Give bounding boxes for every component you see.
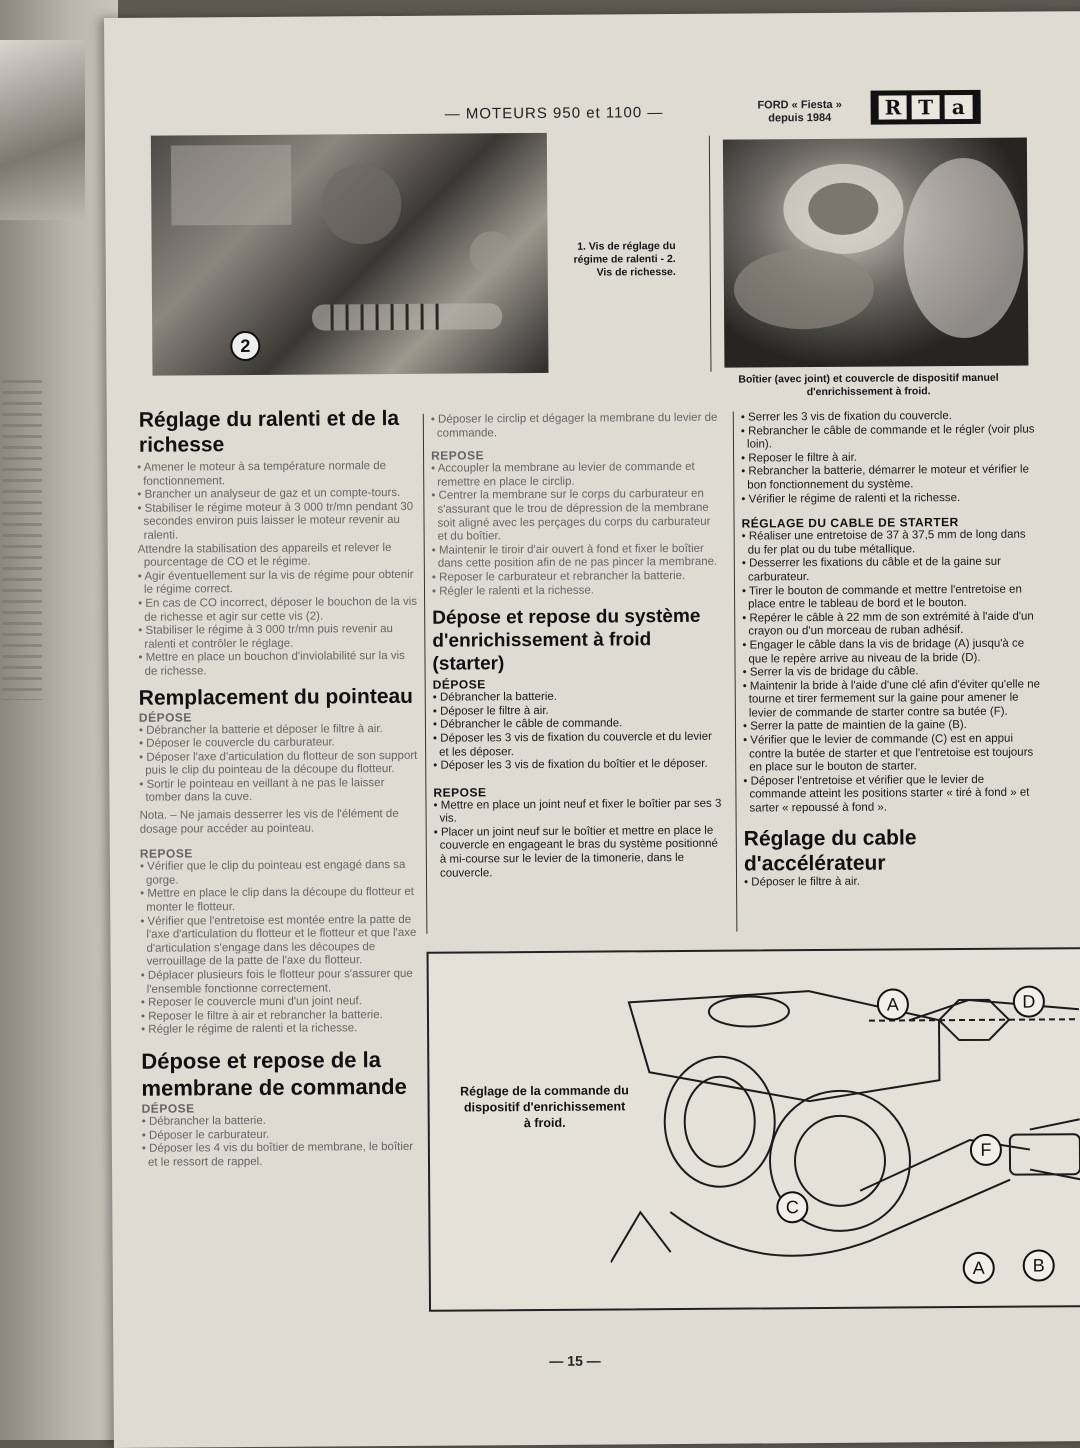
- step: • Engager le câble dans la vis de bridage (A) jusqu'à ce que le repère arrive au niveau de la bride (D).: [742, 637, 1042, 666]
- figure-caption: Réglage de la commande du dispositif d'enrichissement à froid.: [459, 1082, 629, 1131]
- step: • Débrancher le câble de commande.: [433, 717, 723, 733]
- step: • Mettre en place le clip dans la découpe du flotteur et monter le flotteur.: [140, 886, 420, 915]
- needle-refit-steps: [140, 859, 421, 1038]
- step: • Déposer le circlip et dégager la membrane du levier de commande.: [431, 412, 721, 441]
- step: • Accoupler la membrane au levier de commande et remettre en place le circlip.: [431, 461, 721, 490]
- step: • Régler le régime de ralenti et la richesse.: [141, 1022, 421, 1038]
- page-number: — 15 —: [549, 1353, 600, 1369]
- step: • Réaliser une entretoise de 37 à 37,5 mm de long dans du fer plat ou du tube métallique.: [742, 529, 1042, 558]
- step: • Brancher un analyseur de gaz et un compte-tours.: [137, 487, 417, 503]
- figure-label-d: D: [1013, 985, 1045, 1017]
- step: • Mettre en place un bouchon d'inviolabilité sur la vis de richesse.: [138, 650, 418, 679]
- step: • Régler le ralenti et la richesse.: [432, 583, 722, 599]
- subheading-depose: DÉPOSE: [139, 708, 419, 724]
- step: • Reposer le filtre à air et rebrancher la batterie.: [141, 1009, 421, 1025]
- brand-line-2: depuis 1984: [745, 112, 855, 126]
- step: • Vérifier que le levier de commande (C) est en appui contre la butée de starter et que l'entretoise est toujours en place sur le bouton de starter.: [743, 733, 1043, 776]
- subheading-depose: DÉPOSE: [433, 676, 723, 692]
- step: • Repérer le câble à 22 mm de son extrémité à l'aide d'un crayon ou d'un morceau de ruban adhésif.: [742, 610, 1042, 639]
- carburetor-photo: [151, 133, 549, 376]
- step: • Amener le moteur à sa température normale de fonctionnement.: [137, 460, 417, 489]
- step: • Reposer le filtre à air.: [741, 450, 1041, 466]
- step: • Placer un joint neuf sur le boîtier et mettre en place le couvercle en engageant le bras du système positionné à mi-course sur le levier de la timonerie, dans le couvercle.: [434, 825, 724, 881]
- figure-label-b: B: [1023, 1249, 1055, 1281]
- step: • Reposer le carburateur et rebrancher la batterie.: [432, 570, 722, 586]
- step: • Rebrancher le câble de commande et le régler (voir plus loin).: [741, 423, 1041, 452]
- carburetor-photo-detail: [151, 133, 549, 376]
- step: • Déposer le filtre à air.: [744, 874, 1044, 890]
- step: • Mettre en place un joint neuf et fixer le boîtier par ses 3 vis.: [433, 797, 723, 826]
- column-rule: [733, 412, 738, 932]
- logo-letter: a: [944, 95, 972, 119]
- starter-refit-continued: [741, 409, 1042, 506]
- throttle-cable-steps: [744, 874, 1044, 890]
- section-heading-cold-start-system: Dépose et repose du système d'enrichissement à froid (starter): [432, 605, 722, 676]
- step: • Déposer le carburateur.: [142, 1127, 422, 1143]
- column-3: [741, 409, 1044, 889]
- column-rule: [423, 414, 428, 934]
- rta-logo: [871, 90, 981, 125]
- brand-line-1: FORD « Fiesta »: [745, 99, 855, 113]
- step: • Tirer le bouton de commande et mettre l'entretoise en place entre le tableau de bord et le bouton.: [742, 583, 1042, 612]
- step: • Centrer la membrane sur le corps du carburateur en s'assurant que le trou de dépression de la membrane soit aligné avec les perçages du corps du carburateur et du boîtier.: [431, 488, 721, 544]
- step: • Maintenir la bride à l'aide d'une clé afin d'éviter qu'elle ne tourne et tirer fermement sur la gaine pour amener le levier de commande de starter contre sa butée (F).: [743, 678, 1043, 721]
- starter-cable-steps: [742, 529, 1044, 817]
- step: • Débrancher la batterie.: [433, 690, 723, 706]
- section-heading-throttle-cable: Réglage du cable d'accélérateur: [744, 824, 1044, 876]
- subheading-repose: REPOSE: [140, 845, 420, 861]
- choke-housing-photo-caption: Boîtier (avec joint) et couvercle de dispositif manuel d'enrichissement à froid.: [718, 372, 1018, 400]
- figure-label-f: F: [970, 1134, 1002, 1166]
- step: • Serrer la vis de bridage du câble.: [743, 665, 1043, 681]
- starter-refit-steps: [433, 797, 724, 881]
- step: • Vérifier que le clip du pointeau est engagé dans sa gorge.: [140, 859, 420, 888]
- step: • Vérifier le régime de ralenti et la richesse.: [741, 491, 1041, 507]
- photo-callout-2: 2: [230, 331, 260, 361]
- step: • Stabiliser le régime à 3 000 tr/mn puis revenir au ralenti et contrôler le réglage.: [138, 623, 418, 652]
- step: • Déposer les 3 vis de fixation du couvercle et du levier et les déposer.: [433, 731, 723, 760]
- starter-removal-steps: [433, 690, 724, 774]
- adjacent-page-photo: [0, 40, 85, 220]
- step: • Déposer les 4 vis du boîtier de membrane, le boîtier et le ressort de rappel.: [142, 1141, 422, 1170]
- step: • Desserrer les fixations du câble et de la gaine sur carburateur.: [742, 556, 1042, 585]
- step: • Déposer l'axe d'articulation du flotteur de son support puis le clip du pointeau de la découpe du flotteur.: [139, 750, 419, 779]
- membrane-removal-continued: [431, 412, 721, 441]
- starter-adjustment-figure: [427, 947, 1080, 1312]
- step: • Débrancher la batterie.: [142, 1114, 422, 1130]
- page-header-title: — MOTEURS 950 et 1100 —: [445, 104, 664, 123]
- step: • Déposer le filtre à air.: [433, 703, 723, 719]
- section-heading-idle-adjustment: Réglage du ralenti et de la richesse: [137, 406, 417, 458]
- step: • Stabiliser le régime moteur à 3 000 tr/mn pendant 30 secondes environ puis laisser le moteur revenir au ralenti.: [137, 501, 417, 544]
- carburetor-photo-caption: 1. Vis de réglage du régime de ralenti - 2. Vis de richesse.: [556, 240, 676, 280]
- step: • Agir éventuellement sur la vis de régime pour obtenir le régime correct.: [138, 569, 418, 598]
- section-heading-needle-replacement: Remplacement du pointeau: [139, 683, 419, 710]
- step: Attendre la stabilisation des appareils et relever le pourcentage de CO et le régime.: [138, 541, 418, 570]
- figure-label-a-lower: A: [963, 1252, 995, 1284]
- step: • Déposer l'entretoise et vérifier que le levier de commande atteint les positions starter « tiré à fond » et sarter « repoussé à fond ».: [743, 773, 1043, 816]
- step: • Déposer le couvercle du carburateur.: [139, 736, 419, 752]
- membrane-refit-steps: [431, 461, 722, 599]
- choke-housing-photo-detail: [723, 138, 1029, 368]
- idle-adjustment-steps: [137, 460, 419, 679]
- membrane-removal-steps: [142, 1114, 422, 1170]
- column-rule: [709, 136, 712, 372]
- step: • Déplacer plusieurs fois le flotteur pour s'assurer que l'ensemble fonctionne correctement.: [141, 968, 421, 997]
- column-2: [431, 412, 724, 881]
- figure-label-a: A: [877, 988, 909, 1020]
- adjacent-left-page: [0, 0, 118, 1440]
- carburetor-line-drawing: [609, 959, 1080, 1302]
- subheading-starter-cable: RÉGLAGE DU CABLE DE STARTER: [741, 515, 1041, 531]
- subheading-repose-2: REPOSE: [433, 783, 723, 799]
- subheading-depose-2: DÉPOSE: [142, 1100, 422, 1116]
- step: • Rebrancher la batterie, démarrer le moteur et vérifier le bon fonctionnement du système.: [741, 464, 1041, 493]
- figure-label-c: C: [776, 1191, 808, 1223]
- page-header-brand: [745, 99, 855, 126]
- step: • Serrer les 3 vis de fixation du couvercle.: [741, 409, 1041, 425]
- note: Nota. – Ne jamais desserrer les vis de l'élément de dosage pour accéder au pointeau.: [140, 808, 420, 837]
- step: • Reposer le couvercle muni d'un joint neuf.: [141, 995, 421, 1011]
- step: • Sortir le pointeau en veillant à ne pas le laisser tomber dans la cuve.: [139, 777, 419, 806]
- step: • Débrancher la batterie et déposer le filtre à air.: [139, 722, 419, 738]
- manual-page: [104, 11, 1080, 1448]
- step: • Serrer la patte de maintien de la gaine (B).: [743, 719, 1043, 735]
- column-1: [137, 406, 422, 1170]
- step: • Vérifier que l'entretoise est montée entre la patte de l'axe d'articulation du flotteur et le flotteur et que l'axe d'articulation s'engage dans les découpes de verrouillage de la patte de l'axe du flotteur.: [140, 913, 420, 969]
- section-heading-membrane: Dépose et repose de la membrane de commande: [141, 1046, 421, 1102]
- logo-letter: R: [879, 95, 907, 119]
- adjacent-page-text: [2, 380, 42, 700]
- step: • En cas de CO incorrect, déposer le bouchon de la vis de richesse et agir sur cette vis (2).: [138, 596, 418, 625]
- step: • Maintenir le tiroir d'air ouvert à fond et fixer le boîtier dans cette position afin de ne pas pincer la membrane.: [432, 542, 722, 571]
- subheading-repose: REPOSE: [431, 447, 721, 463]
- logo-letter: T: [912, 95, 940, 119]
- step: • Déposer les 3 vis de fixation du boîtier et le déposer.: [433, 758, 723, 774]
- choke-housing-photo: [723, 138, 1029, 368]
- needle-removal-steps: [139, 722, 420, 806]
